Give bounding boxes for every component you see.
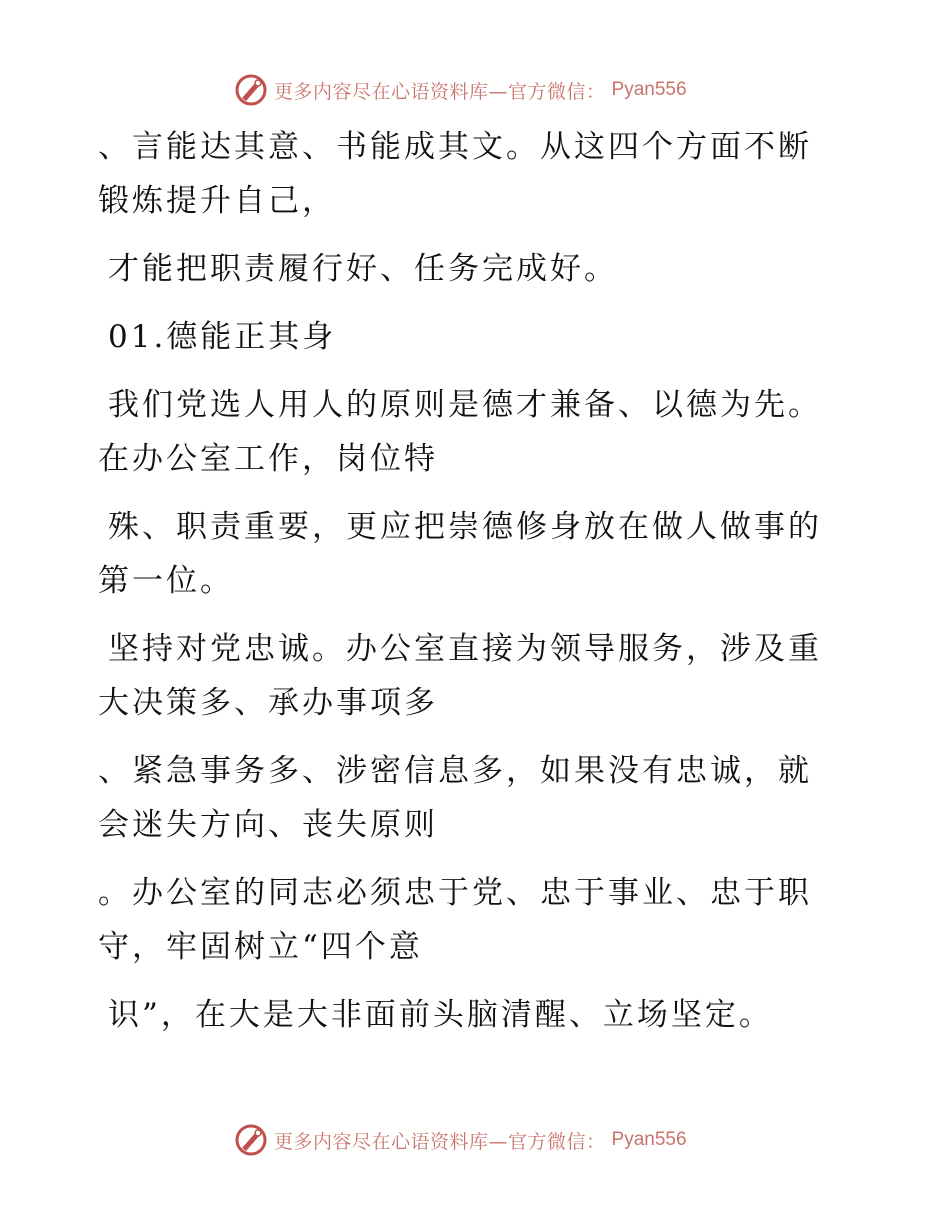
paragraph [98, 622, 828, 730]
watermark-logo-icon [234, 1123, 268, 1157]
text-line: 、言能达其意、书能成其文。从这四个方面不断 [98, 129, 812, 165]
text-line: 。办公室的同志必须忠于党、忠于事业、忠于职 [98, 875, 812, 911]
paragraph [98, 120, 828, 228]
header-watermark [234, 72, 687, 108]
document-body [98, 120, 828, 1042]
watermark-handle: Pyan556 [611, 1129, 687, 1150]
text-line: 锻炼提升自己， [98, 183, 336, 219]
text-line: 大决策多、承办事项多 [98, 685, 438, 721]
text-line: 、紧急事务多、涉密信息多，如果没有忠诚，就 [98, 753, 812, 789]
watermark-text: 更多内容尽在心语资料库—官方微信： [274, 80, 606, 103]
paragraph [98, 988, 828, 1042]
paragraph [98, 378, 828, 486]
paragraph [98, 500, 828, 608]
watermark-logo-icon [234, 73, 268, 107]
text-line: 第一位。 [98, 563, 234, 599]
watermark-text: 更多内容尽在心语资料库—官方微信： [274, 1130, 606, 1153]
text-line: 才能把职责履行好、任务完成好。 [108, 251, 618, 287]
text-line: 坚持对党忠诚。办公室直接为领导服务，涉及重 [108, 631, 822, 667]
footer-watermark [234, 1122, 687, 1158]
paragraph [98, 866, 828, 974]
text-line: 识”，在大是大非面前头脑清醒、立场坚定。 [108, 997, 773, 1033]
text-line: 我们党选人用人的原则是德才兼备、以德为先。 [108, 387, 822, 423]
section-heading [98, 310, 828, 364]
paragraph [98, 242, 828, 296]
text-line: 在办公室工作，岗位特 [98, 441, 438, 477]
text-line: 殊、职责重要，更应把崇德修身放在做人做事的 [108, 509, 822, 545]
watermark-handle: Pyan556 [611, 79, 687, 100]
text-line: 01.德能正其身 [108, 319, 337, 355]
paragraph [98, 744, 828, 852]
text-line: 守，牢固树立“四个意 [98, 929, 423, 965]
text-line: 会迷失方向、丧失原则 [98, 807, 438, 843]
